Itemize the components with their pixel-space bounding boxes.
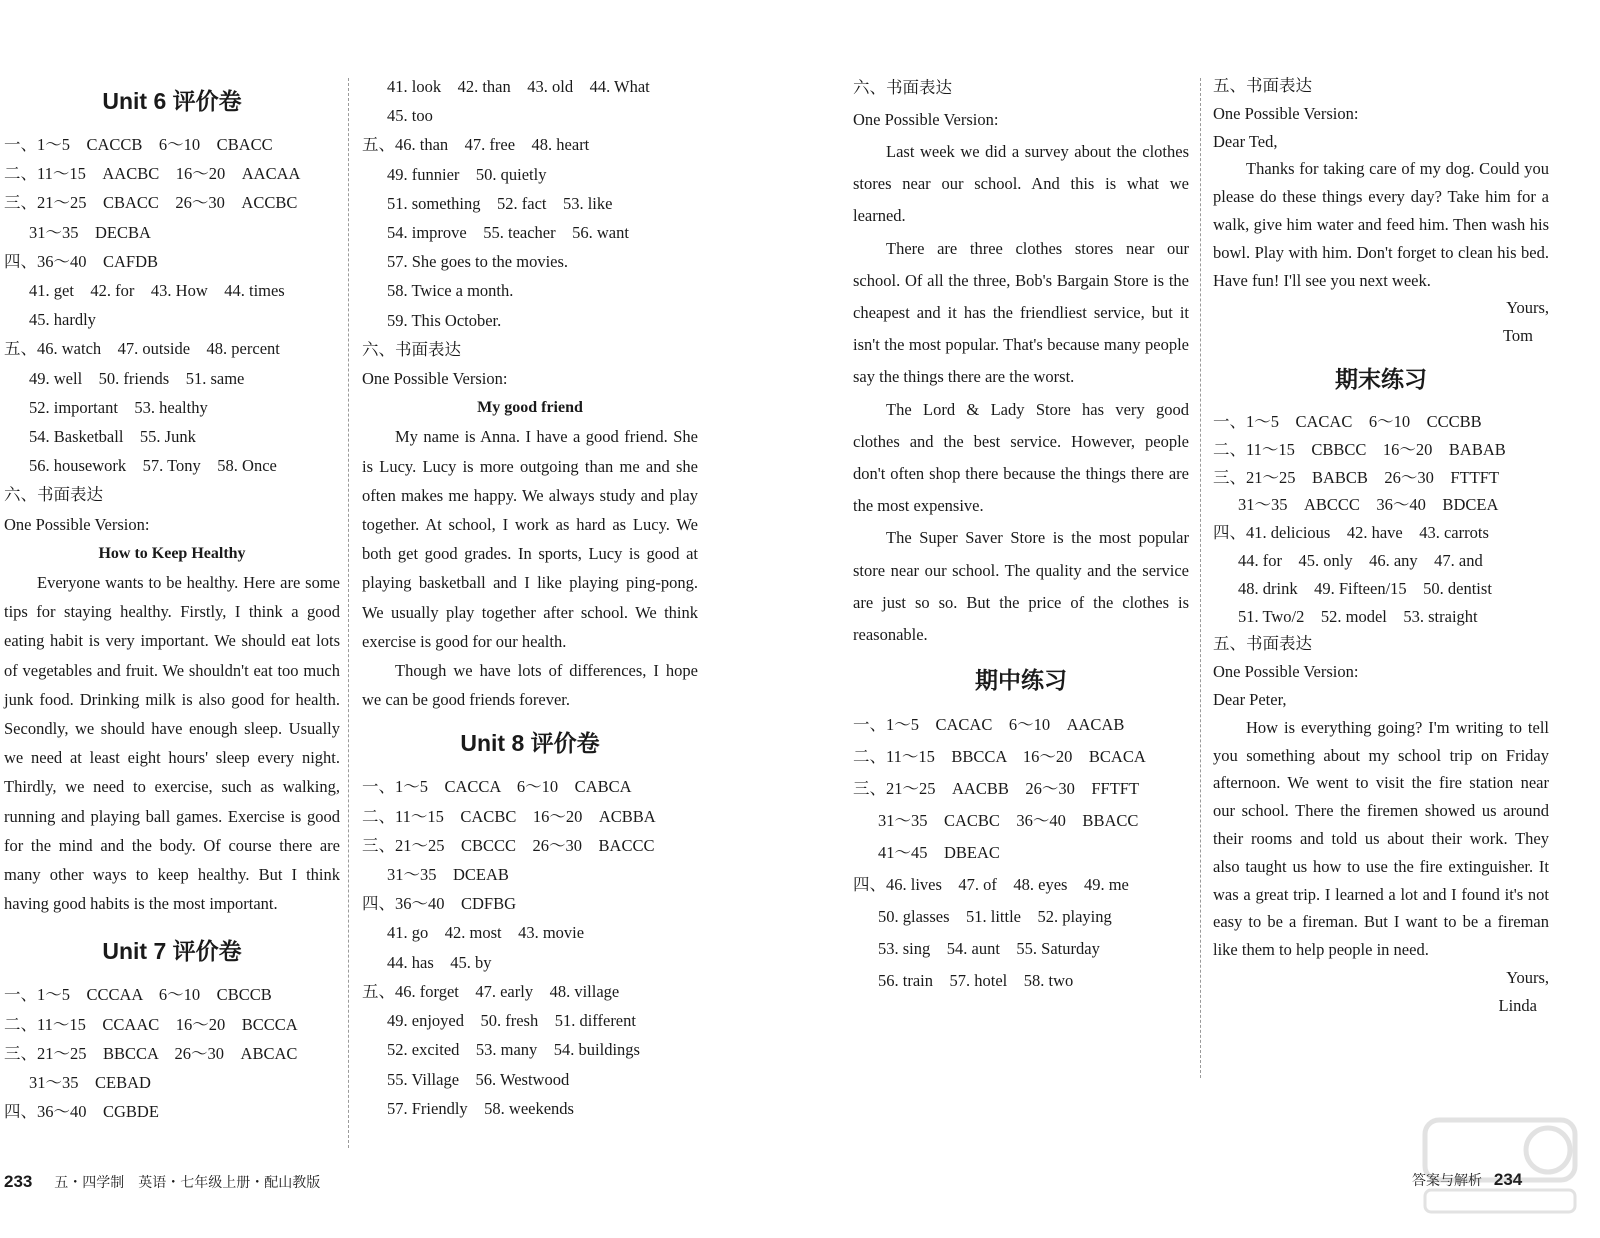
writing-label: 六、书面表达 — [853, 78, 952, 97]
column-divider — [1200, 78, 1201, 1078]
letter-signature: Linda — [1498, 995, 1537, 1015]
essay-title: My good friend — [477, 399, 583, 417]
column-divider — [348, 78, 349, 1148]
answer-line: 56. train 57. hotel 58. two — [878, 971, 1074, 991]
section-heading-final: 期末练习 — [1335, 365, 1427, 392]
writing-label: 五、书面表达 — [1213, 76, 1312, 95]
writing-label: 六、书面表达 — [4, 485, 103, 505]
answer-line: 54. improve 55. teacher 56. want — [387, 223, 629, 243]
answer-line: 一、1～5 CCCAA 6～10 CBCCB — [4, 985, 272, 1005]
answer-line: 49. well 50. friends 51. same — [29, 368, 245, 388]
answer-line: 四、36～40 CAFDB — [4, 251, 159, 271]
answer-line: 56. housework 57. Tony 58. Once — [29, 456, 277, 476]
answer-line: 一、1～5 CACCA 6～10 CABCA — [362, 777, 632, 797]
answer-line: 41. go 42. most 43. movie — [387, 923, 585, 943]
answer-line: 五、46. than 47. free 48. heart — [362, 135, 590, 155]
answer-line: 二、11～15 CACBC 16～20 ACBBA — [362, 806, 656, 826]
essay-paragraph: Though we have lots of differences, I hope we can be good friends forever. — [362, 661, 698, 710]
letter-closing: Yours, — [1506, 298, 1549, 318]
answer-line: 二、11～15 AACBC 16～20 AACAA — [4, 164, 301, 184]
answer-line: 58. Twice a month. — [387, 281, 514, 301]
answer-line: 52. excited 53. many 54. buildings — [387, 1040, 640, 1060]
writing-label: 五、书面表达 — [1213, 634, 1312, 654]
answer-line: 49. enjoyed 50. fresh 51. different — [387, 1011, 636, 1031]
essay-title: How to Keep Healthy — [98, 544, 246, 562]
answer-line: 55. Village 56. Westwood — [387, 1069, 570, 1089]
column-4 — [1213, 72, 1549, 1020]
answer-line: 31～35 DECBA — [29, 222, 151, 242]
footer-left — [4, 1172, 320, 1192]
essay-paragraph: The Super Saver Store is the most popular store near our school. The quality and the service are just so so. But the price of the clothes is reasonable. — [853, 528, 1189, 645]
answer-line: 57. Friendly 58. weekends — [387, 1098, 574, 1118]
answer-line: 59. This October. — [387, 310, 502, 330]
answer-line: 四、36～40 CGBDE — [4, 1102, 159, 1122]
essay-paragraph: There are three clothes stores near our school. Of all the three, Bob's Bargain Store is the cheapest and it has the friendliest service, but it isn't the most popular. That's because many people say the things there are the worst. — [853, 238, 1189, 387]
answer-line: 31～35 CEBAD — [29, 1073, 151, 1093]
answer-line: 一、1～5 CACAC 6～10 CCCBB — [1213, 411, 1482, 431]
answer-line: 一、1～5 CACAC 6～10 AACAB — [853, 715, 1125, 735]
answer-line: 44. has 45. by — [387, 952, 492, 972]
answer-line: 三、21～25 BABCB 26～30 FTTFT — [1213, 467, 1500, 487]
answer-line: 四、36～40 CDFBG — [362, 894, 517, 914]
version-label: One Possible Version: — [1213, 662, 1359, 682]
answer-line: 一、1～5 CACCB 6～10 CBACC — [4, 135, 273, 154]
answer-line: 41. look 42. than 43. old 44. What — [387, 77, 650, 96]
page-number: 234 — [1493, 1170, 1523, 1189]
answer-line: 54. Basketball 55. Junk — [29, 427, 196, 447]
answer-line: 41. get 42. for 43. How 44. times — [29, 281, 285, 301]
section-heading-unit8: Unit 8 评价卷 — [460, 730, 600, 757]
answer-line: 四、46. lives 47. of 48. eyes 49. me — [853, 875, 1129, 895]
footer-section-title: 答案与解析 — [1412, 1172, 1482, 1188]
watermark-logo — [1420, 1110, 1580, 1220]
section-heading-unit6: Unit 6 评价卷 — [102, 88, 242, 114]
answer-line: 31～35 CACBC 36～40 BBACC — [878, 811, 1139, 831]
answer-line: 41～45 DBEAC — [878, 843, 1000, 863]
section-heading-unit7: Unit 7 评价卷 — [102, 938, 242, 965]
version-label: One Possible Version: — [362, 369, 508, 389]
answer-line: 三、21～25 CBCCC 26～30 BACCC — [362, 835, 655, 855]
answer-line: 52. important 53. healthy — [29, 397, 208, 417]
answer-line: 31～35 DCEAB — [387, 865, 509, 885]
letter-body: Thanks for taking care of my dog. Could you please do these things every day? Take him for a walk, give him water and feed him. Then wash his bowl. Play with him. Don't forget to clean his bed. Have fun! I'll see you next week. — [1213, 159, 1549, 290]
column-1 — [4, 72, 340, 1127]
letter-closing: Yours, — [1506, 967, 1549, 987]
answer-line: 三、21～25 CBACC 26～30 ACCBC — [4, 193, 298, 213]
answer-line: 二、11～15 CCAAC 16～20 BCCCA — [4, 1014, 298, 1034]
version-label: One Possible Version: — [853, 110, 999, 129]
answer-line: 45. too — [387, 106, 433, 126]
answer-line: 五、46. watch 47. outside 48. percent — [4, 339, 280, 359]
section-heading-midterm: 期中练习 — [975, 667, 1067, 694]
version-label: One Possible Version: — [4, 514, 150, 534]
answer-line: 48. drink 49. Fifteen/15 50. dentist — [1238, 578, 1492, 598]
essay-paragraph: Everyone wants to be healthy. Here are some tips for staying healthy. Firstly, I think a good eating habit is very important. We should eat lots of vegetables and fruit. We shouldn't eat too much junk food. Drinking milk is also good for health. Secondly, we should have enough sleep. Usually we need at least eight hours' sleep every night. Thirdly, we need to exercise, such as walking, running and playing ball games. Exercise is good for the mind and the body. Of course there are many other ways to keep healthy. But I think having good habits is the most important. — [4, 573, 340, 914]
answer-line: 53. sing 54. aunt 55. Saturday — [878, 939, 1100, 959]
answer-line: 五、46. forget 47. early 48. village — [362, 981, 620, 1001]
answer-line: 57. She goes to the movies. — [387, 252, 569, 272]
answer-line: 二、11～15 CBBCC 16～20 BABAB — [1213, 439, 1506, 459]
writing-label: 六、书面表达 — [362, 339, 461, 359]
version-label: One Possible Version: — [1213, 103, 1359, 123]
answer-line: 二、11～15 BBCCA 16～20 BCACA — [853, 747, 1146, 767]
letter-greeting: Dear Ted, — [1213, 131, 1278, 151]
essay-paragraph: My name is Anna. I have a good friend. She is Lucy. Lucy is more outgoing than me and she often makes me happy. We always study and play together. At school, I work as hard as Lucy. We both get good grades. In sports, Lucy is good at playing basketball and I like playing ping-pong. We usually play together after school. We think exercise is good for our health. — [362, 427, 698, 651]
essay-paragraph: The Lord & Lady Store has very good clothes and the best service. However, people don't often shop there because the things there are the most expensive. — [853, 399, 1189, 516]
answer-line: 44. for 45. only 46. any 47. and — [1238, 550, 1483, 570]
answer-line: 三、21～25 AACBB 26～30 FFTFT — [853, 779, 1140, 799]
essay-paragraph: Last week we did a survey about the clothes stores near our school. And this is what we learned. — [853, 142, 1189, 226]
answer-line: 50. glasses 51. little 52. playing — [878, 907, 1112, 927]
footer-book-title: 五・四学制 英语・七年级上册・配山教版 — [54, 1174, 321, 1190]
letter-body: How is everything going? I'm writing to tell you something about my school trip on Friday afternoon. We went to visit the fire station near our school. There the firemen showed us around their rooms and told us about their work. They also taught us how to use the fire extinguisher. It was a great trip. I learned a lot and I found it's not easy to be a fireman. But I want to be a fireman like them to help people in need. — [1213, 717, 1549, 960]
column-3 — [853, 72, 1189, 997]
letter-greeting: Dear Peter, — [1213, 689, 1287, 709]
answer-line: 51. something 52. fact 53. like — [387, 193, 613, 213]
column-2 — [362, 72, 698, 1123]
answer-line: 31～35 ABCCC 36～40 BDCEA — [1238, 495, 1499, 515]
answer-line: 四、41. delicious 42. have 43. carrots — [1213, 523, 1489, 543]
answer-line: 51. Two/2 52. model 53. straight — [1238, 606, 1478, 626]
answer-line: 三、21～25 BBCCA 26～30 ABCAC — [4, 1043, 298, 1063]
letter-signature: Tom — [1502, 326, 1533, 346]
answer-line: 45. hardly — [29, 310, 96, 330]
answer-line: 49. funnier 50. quietly — [387, 164, 547, 184]
page-number: 233 — [4, 1172, 33, 1191]
